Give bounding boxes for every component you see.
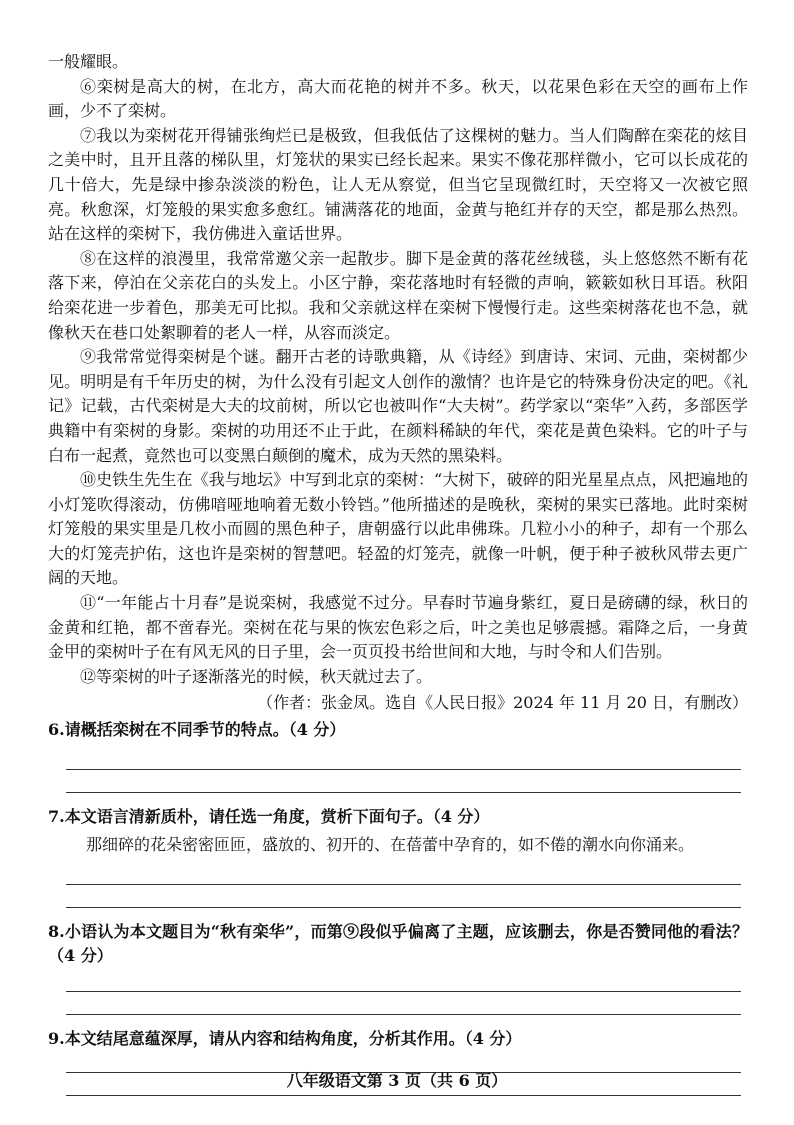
- question-6: [48, 718, 748, 793]
- paragraph-8: ⑧在这样的浪漫里，我常常邀父亲一起散步。脚下是金黄的落花丝绒毯，头上悠悠然不断有花落下来，停泊在父亲花白的头发上。小区宁静，栾花落地时有轻微的声响，簌簌如秋日耳语。秋阳给栾花进一步着色，那美无可比拟。我和父亲就这样在栾树下慢慢行走。这些栾树落花也不急，就像秋天在巷口处絮聊着的老人一样，从容而淡定。: [48, 248, 748, 342]
- intro-line: 一般耀眼。: [48, 52, 129, 71]
- question-7-quote: 那细碎的花朵密密匝匝，盛放的、初开的、在蓓蕾中孕育的，如不倦的潮水向你涌来。: [86, 835, 695, 855]
- answer-line[interactable]: [66, 1095, 741, 1096]
- page-footer: 八年级语文第 3 页（共 6 页）: [286, 1071, 508, 1090]
- paragraph-6: ⑥栾树是高大的树，在北方，高大而花艳的树并不多。秋天，以花果色彩在天空的画布上作画，少不了栾树。: [48, 76, 748, 121]
- paragraph-11: ⑪“一年能占十月春”是说栾树，我感觉不过分。早春时节遍身紫红，夏日是磅礴的绿，秋日的金黄和红艳，都不啻春光。栾树在花与果的恢宏色彩之后，叶之美也足够震撼。霜降之后，一身黄金甲的栾树叶子在有风无风的日子里，会一页页投书给世间和大地，与时令和人们告别。: [48, 593, 748, 662]
- answer-line[interactable]: [66, 1014, 741, 1015]
- paragraph-10: ⑩史铁生先生在《我与地坛》中写到北京的栾树：“大树下，破碎的阳光星星点点，风把遍地的小灯笼吹得滚动，仿佛喑哑地响着无数小铃铛。”他所描述的是晚秋，栾树的果实已落地。此时栾树灯笼般的果实里是几枚小而圆的黑色种子，唐朝盛行以此串佛珠。几粒小小的种子，却有一个那么大的灯笼壳护佑，这也许是栾树的智慧吧。轻盈的灯笼壳，就像一叶帆，便于种子被秋风带去更广阔的天地。: [48, 470, 748, 588]
- answer-line[interactable]: [66, 907, 741, 908]
- question-6-text: 6.请概括栾树在不同季节的特点。（4 分）: [48, 720, 346, 740]
- paragraph-7: ⑦我以为栾树花开得铺张绚烂已是极致，但我低估了这棵树的魅力。当人们陶醉在栾花的炫目之美中时，且开且落的梯队里，灯笼状的果实已经长起来。果实不像花那样微小，它可以长成花的几十倍大，先是绿中掺杂淡淡的粉色，让人无从察觉，但当它呈现微红时，天空将又一次被它照亮。秋愈深，灯笼般的果实愈多愈红。铺满落花的地面，金黄与艳红并存的天空，都是那么热烈。站在这样的栾树下，我仿佛进入童话世界。: [48, 125, 748, 244]
- reading-passage: [48, 50, 748, 1096]
- question-8-text: 8.小语认为本文题目为“秋有栾华”，而第⑨段似乎偏离了主题，应该删去，你是否赞同他的看法？（4 分）: [48, 921, 748, 966]
- question-8: [48, 920, 748, 1015]
- answer-line[interactable]: [66, 792, 741, 793]
- passage-source: （作者：张金凤。选自《人民日报》2024 年 11 月 20 日，有删改）: [257, 693, 748, 713]
- question-7-text: 7.本文语言清新质朴，请任选一角度，赏析下面句子。（4 分）: [48, 806, 490, 826]
- paragraph-9: ⑨我常常觉得栾树是个谜。翻开古老的诗歌典籍，从《诗经》到唐诗、宋词、元曲，栾树都少见。明明是有千年历史的树，为什么没有引起文人创作的激情？也许是它的特殊身份决定的吧。《礼记》记载，古代栾树是大夫的坟前树，所以它也被叫作“大夫树”。药学家以“栾华”入药，多部医学典籍中有栾树的身影。栾树的功用还不止于此，在颜料稀缺的年代，栾花是黄色染料。它的叶子与白布一起煮，竟然也可以变黑白颠倒的魔术，成为天然的黑染料。: [48, 347, 748, 465]
- paragraph-12: ⑫等栾树的叶子逐渐落光的时候，秋天就过去了。: [80, 666, 433, 686]
- question-7: [48, 805, 748, 908]
- question-9-text: 9.本文结尾意蕴深厚，请从内容和结构角度，分析其作用。（4 分）: [48, 1029, 522, 1048]
